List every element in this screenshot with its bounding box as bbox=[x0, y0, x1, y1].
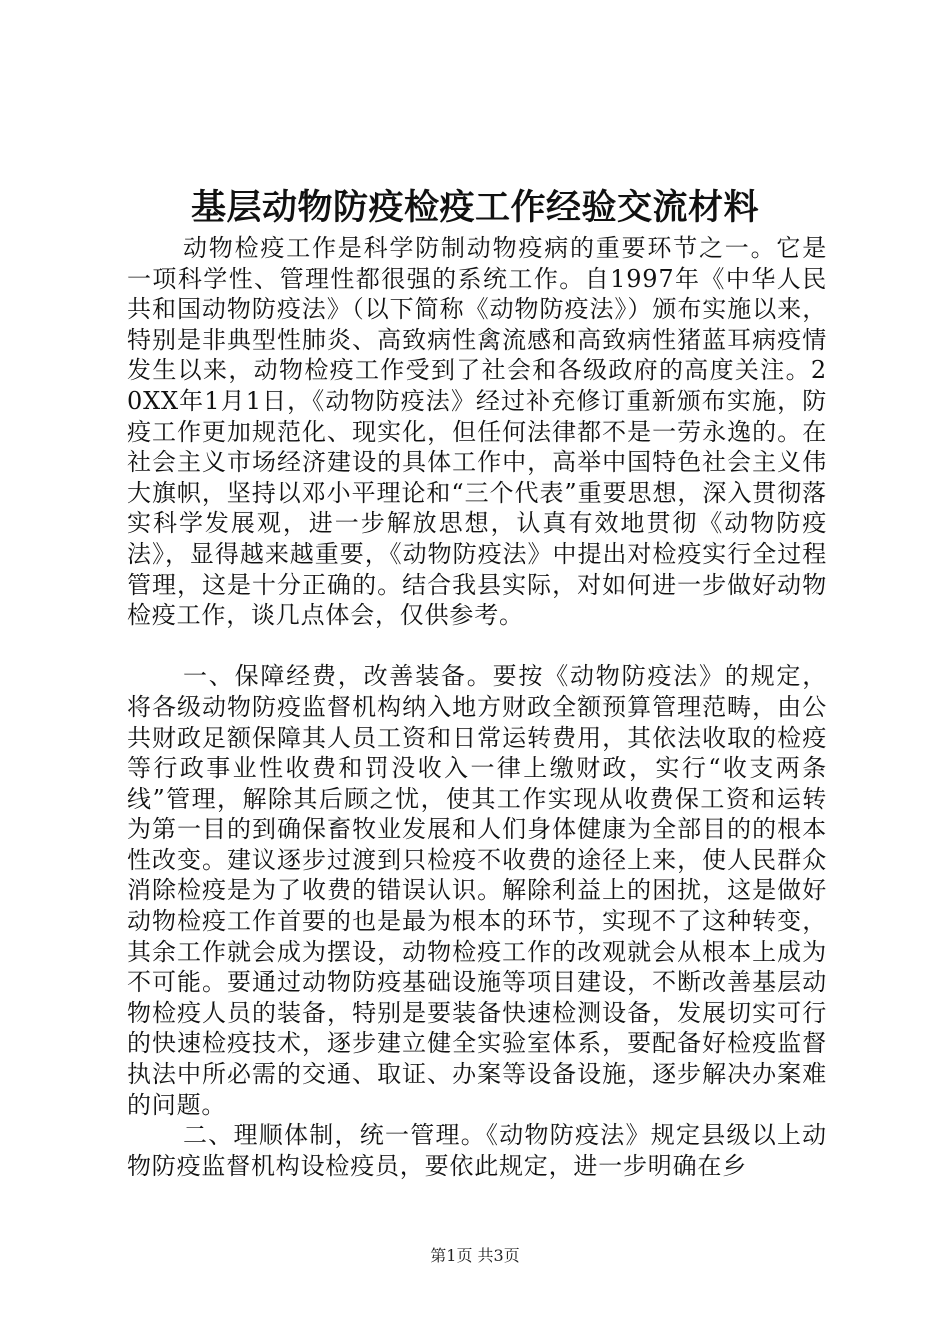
paragraph-section-2: 二、理顺体制，统一管理。《动物防疫法》规定县级以上动物防疫监督机构设检疫员，要依此规定，进一步明确在乡 bbox=[127, 1121, 827, 1180]
paragraph-intro: 动物检疫工作是科学防制动物疫病的重要环节之一。它是一项科学性、管理性都很强的系统工作。自1997年《中华人民共和国动物防疫法》（以下简称《动物防疫法》）颁布实施以来，特别是非典型性肺炎、高致病性禽流感和高致病性猪蓝耳病疫情发生以来，动物检疫工作受到了社会和各级政府的高度关注。20XX年1月1日，《动物防疫法》经过补充修订重新颁布实施，防疫工作更加规范化、现实化，但任何法律都不是一劳永逸的。在社会主义市场经济建设的具体工作中，高举中国特色社会主义伟大旗帜，坚持以邓小平理论和“三个代表”重要思想，深入贯彻落实科学发展观，进一步解放思想，认真有效地贯彻《动物防疫法》，显得越来越重要，《动物防疫法》中提出对检疫实行全过程管理，这是十分正确的。结合我县实际，对如何进一步做好动物检疫工作，谈几点体会，仅供参考。 bbox=[127, 234, 827, 630]
document-title: 基层动物防疫检疫工作经验交流材料 bbox=[190, 187, 759, 228]
page-number-footer: 第1页 共3页 bbox=[430, 1246, 520, 1265]
paragraph-section-1: 一、保障经费，改善装备。要按《动物防疫法》的规定，将各级动物防疫监督机构纳入地方财政全额预算管理范畴，由公共财政足额保障其人员工资和日常运转费用，其依法收取的检疫等行政事业性收费和罚没收入一律上缴财政，实行“收支两条线”管理，解除其后顾之忧，使其工作实现从收费保工资和运转为第一目的到确保畜牧业发展和人们身体健康为全部目的的根本性改变。建议逐步过渡到只检疫不收费的途径上来，使人民群众消除检疫是为了收费的错误认识。解除利益上的困扰，这是做好动物检疫工作首要的也是最为根本的环节，实现不了这种转变，其余工作就会成为摆设，动物检疫工作的改观就会从根本上成为不可能。要通过动物防疫基础设施等项目建设，不断改善基层动物检疫人员的装备，特别是要装备快速检测设备，发展切实可行的快速检疫技术，逐步建立健全实验室体系，要配备好检疫监督执法中所必需的交通、取证、办案等设备设施，逐步解决办案难的问题。 bbox=[127, 662, 827, 1119]
document-body bbox=[127, 233, 827, 1181]
